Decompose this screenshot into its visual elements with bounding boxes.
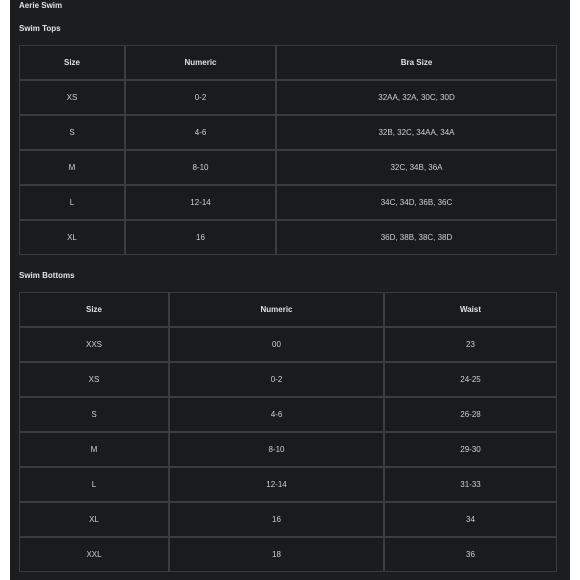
table-row (19, 327, 557, 362)
size-cell: XXL (19, 537, 169, 572)
numeric-cell: 16 (169, 502, 384, 537)
numeric-cell: 16 (125, 220, 276, 255)
table-header-row (19, 45, 557, 80)
column-header-bra-size: Bra Size (276, 45, 557, 80)
column-header-size: Size (19, 292, 169, 327)
numeric-cell: 00 (169, 327, 384, 362)
numeric-cell: 18 (169, 537, 384, 572)
swim-tops-table (19, 45, 557, 255)
bra-size-cell: 32C, 34B, 36A (276, 150, 557, 185)
size-cell: XS (19, 80, 125, 115)
numeric-cell: 0-2 (125, 80, 276, 115)
table-row (19, 220, 557, 255)
numeric-cell: 4-6 (169, 397, 384, 432)
column-header-numeric: Numeric (169, 292, 384, 327)
waist-cell: 36 (384, 537, 557, 572)
size-cell: L (19, 467, 169, 502)
table-row (19, 502, 557, 537)
table-row (19, 432, 557, 467)
column-header-waist: Waist (384, 292, 557, 327)
bra-size-cell: 32B, 32C, 34AA, 34A (276, 115, 557, 150)
numeric-cell: 8-10 (125, 150, 276, 185)
size-cell: M (19, 432, 169, 467)
column-header-size: Size (19, 45, 125, 80)
size-cell: XS (19, 362, 169, 397)
size-cell: XXS (19, 327, 169, 362)
table-row (19, 150, 557, 185)
waist-cell: 31-33 (384, 467, 557, 502)
table-row (19, 537, 557, 572)
table-row (19, 115, 557, 150)
column-header-numeric: Numeric (125, 45, 276, 80)
bra-size-cell: 36D, 38B, 38C, 38D (276, 220, 557, 255)
size-cell: XL (19, 220, 125, 255)
size-cell: S (19, 115, 125, 150)
bra-size-cell: 34C, 34D, 36B, 36C (276, 185, 557, 220)
table-row (19, 362, 557, 397)
size-cell: XL (19, 502, 169, 537)
numeric-cell: 12-14 (125, 185, 276, 220)
bra-size-cell: 32AA, 32A, 30C, 30D (276, 80, 557, 115)
numeric-cell: 4-6 (125, 115, 276, 150)
swim-bottoms-heading: Swim Bottoms (19, 271, 75, 280)
waist-cell: 24-25 (384, 362, 557, 397)
waist-cell: 29-30 (384, 432, 557, 467)
table-row (19, 467, 557, 502)
size-cell: M (19, 150, 125, 185)
page-title: Aerie Swim (19, 1, 63, 10)
size-chart-panel (10, 0, 570, 580)
swim-bottoms-table (19, 292, 557, 572)
table-row (19, 397, 557, 432)
swim-tops-heading: Swim Tops (19, 24, 61, 33)
table-header-row (19, 292, 557, 327)
numeric-cell: 0-2 (169, 362, 384, 397)
size-cell: L (19, 185, 125, 220)
numeric-cell: 8-10 (169, 432, 384, 467)
size-cell: S (19, 397, 169, 432)
table-row (19, 80, 557, 115)
numeric-cell: 12-14 (169, 467, 384, 502)
waist-cell: 23 (384, 327, 557, 362)
waist-cell: 26-28 (384, 397, 557, 432)
waist-cell: 34 (384, 502, 557, 537)
table-row (19, 185, 557, 220)
